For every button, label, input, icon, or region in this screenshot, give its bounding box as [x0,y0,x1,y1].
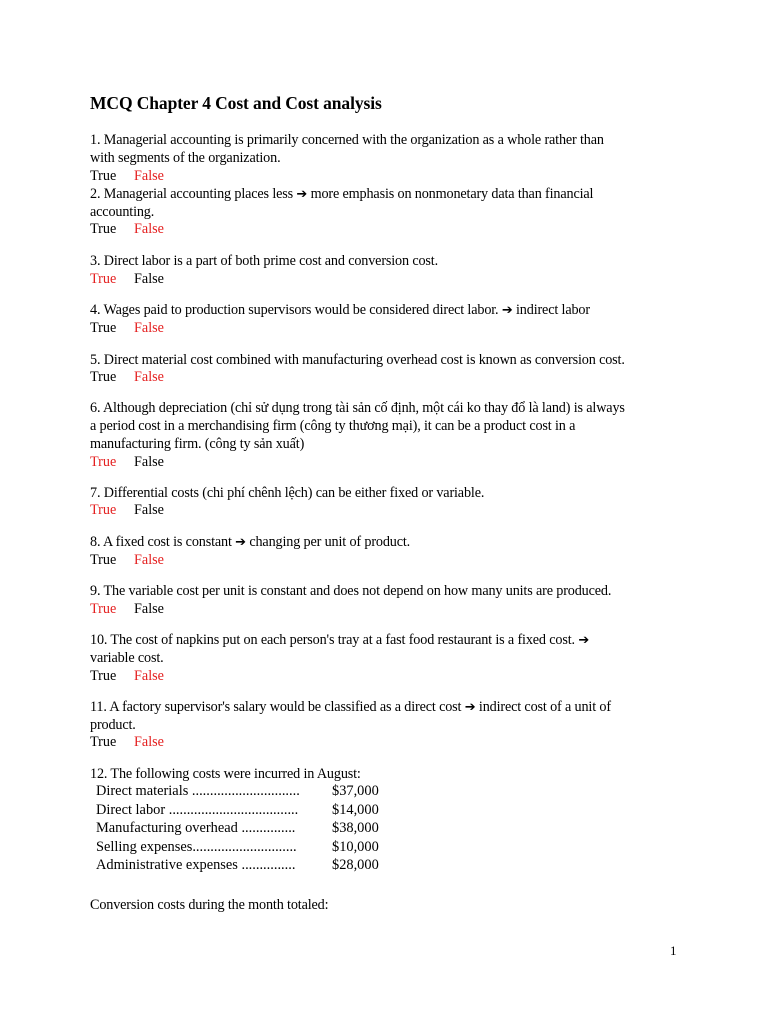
option-false-selected: False [134,168,164,184]
option-true-selected: True [90,271,117,287]
option-false: False [134,601,164,617]
option-false-selected: False [134,221,164,237]
question-10-text: 10. The cost of napkins put on each person's tray at a fast food restaurant is a fixed cost. ➔ [90,632,590,648]
option-false: False [134,271,164,287]
cost-label: Direct materials .............................. [96,783,300,799]
page-number: 1 [670,943,677,958]
question-6-answers [90,453,164,471]
question-9-text: 9. The variable cost per unit is constant and does not depend on how many units are produced. [90,583,612,599]
option-true: True [90,221,117,237]
cost-amount: $38,000 [332,820,379,836]
option-false-selected: False [134,668,164,684]
question-11-text: 11. A factory supervisor's salary would be classified as a direct cost ➔ indirect cost of a unit of [90,699,611,715]
option-true: True [90,552,117,568]
question-8-answers [90,551,164,569]
question-2-text-cont: accounting. [90,204,155,220]
question-10-answers [90,667,164,685]
question-7-answers [90,501,164,519]
option-true-selected: True [90,454,117,470]
cost-amount: $28,000 [332,857,379,873]
question-1-answers [90,167,164,185]
question-10-text-cont: variable cost. [90,650,164,666]
option-false: False [134,454,164,470]
arrow-icon: ➔ [501,303,513,318]
arrow-icon: ➔ [296,187,308,202]
cost-label: Manufacturing overhead ............... [96,820,296,836]
question-5-text: 5. Direct material cost combined with manufacturing overhead cost is known as conversion cost. [90,352,625,368]
cost-amount: $10,000 [332,839,379,855]
option-true: True [90,168,117,184]
option-true: True [90,369,117,385]
question-8-text: 8. A fixed cost is constant ➔ changing per unit of product. [90,534,411,550]
question-4-text: 4. Wages paid to production supervisors would be considered direct labor. ➔ indirect labor [90,302,590,318]
question-3-answers [90,270,164,288]
option-true: True [90,668,117,684]
question-1-text-cont: with segments of the organization. [90,150,281,166]
question-12-text: 12. The following costs were incurred in August: [90,766,361,782]
option-false-selected: False [134,320,164,336]
question-1-text: 1. Managerial accounting is primarily concerned with the organization as a whole rather than [90,132,604,148]
question-7-text: 7. Differential costs (chi phí chênh lệch) can be either fixed or variable. [90,485,485,501]
cost-row-administrative-expenses [96,856,379,879]
arrow-icon: ➔ [235,535,246,550]
option-true: True [90,734,117,750]
question-2-text: 2. Managerial accounting places less ➔ more emphasis on nonmonetary data than financial [90,186,594,202]
question-11-text-cont: product. [90,717,136,733]
question-5-answers [90,368,164,386]
arrow-icon: ➔ [464,700,476,715]
cost-label: Administrative expenses ............... [96,857,296,873]
cost-amount: $14,000 [332,802,379,818]
page-title: MCQ Chapter 4 Cost and Cost analysis [90,93,382,113]
question-6-text-cont: a period cost in a merchandising firm (công ty thương mại), it can be a product cost in a [90,418,576,434]
option-false: False [134,502,164,518]
cost-amount: $37,000 [332,783,379,799]
question-4-answers [90,319,164,337]
option-false-selected: False [134,552,164,568]
option-true-selected: True [90,601,117,617]
cost-label: Selling expenses............................. [96,839,297,855]
question-6-text: 6. Although depreciation (chỉ sử dụng trong tài sản cố định, một cái ko thay đổ là land) is always [90,400,625,416]
question-11-answers [90,733,164,751]
cost-label: Direct labor .................................... [96,802,299,818]
question-9-answers [90,600,164,618]
option-false-selected: False [134,369,164,385]
option-true-selected: True [90,502,117,518]
option-true: True [90,320,117,336]
question-2-answers [90,220,164,238]
option-false-selected: False [134,734,164,750]
question-6-text-cont2: manufacturing firm. (công ty sản xuất) [90,436,305,452]
question-12-prompt: Conversion costs during the month totaled: [90,897,329,913]
question-3-text: 3. Direct labor is a part of both prime cost and conversion cost. [90,253,438,269]
arrow-icon: ➔ [578,633,590,648]
